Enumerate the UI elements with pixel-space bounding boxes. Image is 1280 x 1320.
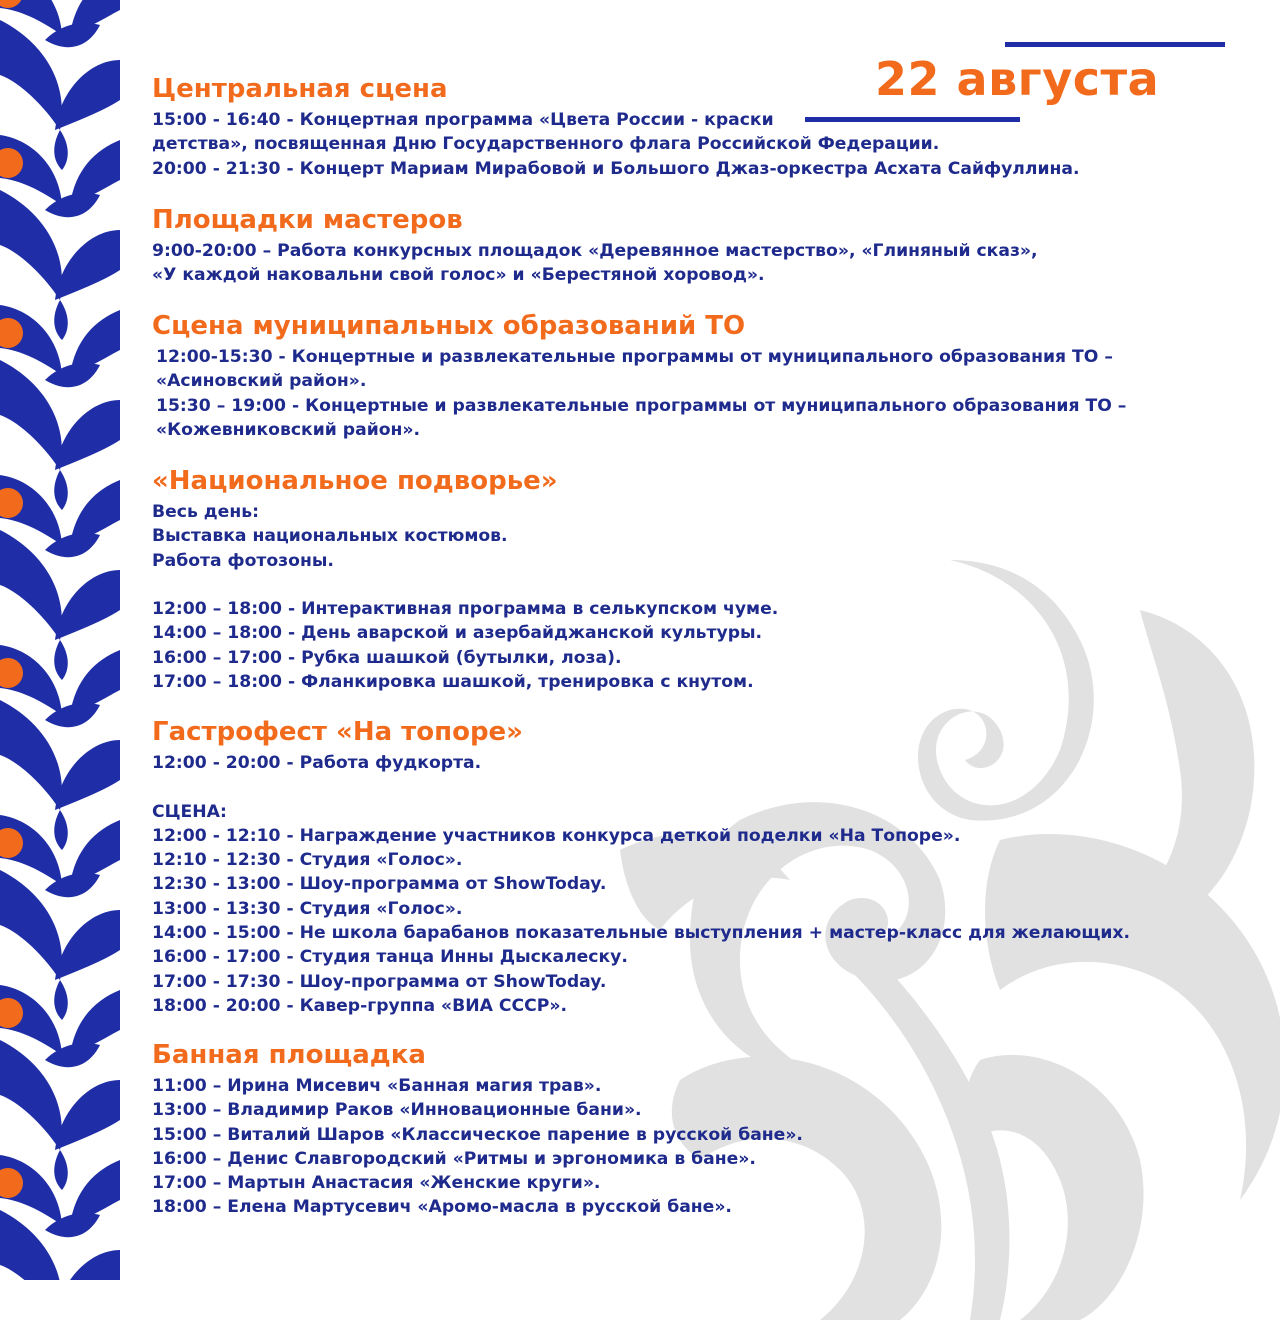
schedule-line: 17:00 – 18:00 - Фланкировка шашкой, тренировка с кнутом. (152, 672, 754, 693)
section-national-yard (152, 466, 778, 694)
schedule-line: Весь день: (152, 502, 259, 522)
schedule-line: 15:00 – Виталий Шаров «Классическое парение в русской бане». (152, 1124, 803, 1145)
schedule-line: 18:00 – Елена Мартусевич «Аромо-масла в русской бане». (152, 1197, 732, 1218)
schedule-line: Выставка национальных костюмов. (152, 526, 508, 547)
section-title: Гастрофест «На топоре» (152, 717, 523, 747)
schedule-line: 12:00 - 12:10 - Награждение участников конкурса деткой поделки «На Топоре». (152, 825, 961, 846)
schedule-line: 14:00 - 15:00 - Не школа барабанов показательные выступления + мастер-класс для желающих. (152, 923, 1130, 944)
schedule-lines (152, 1074, 803, 1220)
schedule-line: 16:00 - 17:00 - Студия танца Инны Дыскалеску. (152, 947, 628, 968)
schedule-line: 16:00 – 17:00 - Рубка шашкой (бутылки, лоза). (152, 647, 622, 668)
schedule-line: 13:00 – Владимир Раков «Инновационные бани». (152, 1100, 642, 1121)
schedule-line: «Асиновский район». (156, 371, 367, 392)
schedule-line: 12:10 - 12:30 - Студия «Голос». (152, 850, 463, 871)
schedule-line: СЦЕНА: (152, 801, 227, 822)
schedule-line: «У каждой наковальни свой голос» и «Берестяной хоровод». (152, 265, 765, 286)
schedule-line: 12:30 - 13:00 - Шоу-программа от ShowToday. (152, 874, 607, 895)
schedule-line (152, 775, 1130, 799)
date-title: 22 августа (875, 52, 1160, 106)
ornament-border (0, 0, 120, 1280)
schedule-lines (152, 500, 778, 694)
section-title: Площадки мастеров (152, 205, 463, 235)
schedule-line: 17:00 – Мартын Анастасия «Женские круги». (152, 1173, 601, 1194)
date-top-rule (1005, 42, 1225, 47)
schedule-line: Работа фотозоны. (152, 550, 334, 571)
schedule-lines (152, 239, 1038, 288)
schedule-line: «Кожевниковский район». (156, 419, 421, 440)
schedule-line: 15:00 - 16:40 - Концертная программа «Цвета России - краски (152, 110, 774, 130)
schedule-line: 20:00 - 21:30 - Концерт Мариам Мирабовой и Большого Джаз-оркестра Асхата Сайфуллина. (152, 158, 1080, 179)
schedule-line: 16:00 – Денис Славгородский «Ритмы и эргономика в бане». (152, 1148, 756, 1169)
section-title: Банная площадка (152, 1040, 426, 1070)
section-title: Центральная сцена (152, 74, 448, 104)
schedule-line: 14:00 – 18:00 - День аварской и азербайджанской культуры. (152, 623, 763, 644)
schedule-line: 11:00 – Ирина Мисевич «Банная магия трав». (152, 1076, 602, 1096)
schedule-line: детства», посвященная Дню Государственного флага Российской Федерации. (152, 134, 940, 155)
section-title: Сцена муниципальных образований ТО (152, 311, 746, 341)
schedule-line: 12:00 - 20:00 - Работа фудкорта. (152, 753, 482, 773)
schedule-line: 12:00-15:30 - Концертные и развлекательные программы от муниципального образования ТО – (156, 347, 1113, 367)
section-banya (152, 1040, 803, 1220)
section-municipal-stage (152, 311, 1126, 442)
section-title: «Национальное подворье» (152, 466, 558, 496)
schedule-line: 12:00 – 18:00 - Интерактивная программа в селькупском чуме. (152, 599, 779, 620)
section-central-stage (152, 74, 1080, 181)
schedule-lines (152, 345, 1126, 442)
schedule-line: 13:00 - 13:30 - Студия «Голос». (152, 898, 463, 919)
schedule-lines (152, 108, 1080, 181)
schedule-line (152, 573, 778, 597)
schedule-line: 18:00 - 20:00 - Кавер-группа «ВИА СССР». (152, 995, 568, 1016)
section-gastrofest (152, 717, 1130, 1018)
section-masters (152, 205, 1038, 288)
schedule-lines (152, 751, 1130, 1018)
schedule-line: 9:00-20:00 – Работа конкурсных площадок «Деревянное мастерство», «Глиняный сказ», (152, 241, 1038, 261)
schedule-line: 17:00 - 17:30 - Шоу-программа от ShowToday. (152, 971, 607, 992)
schedule-line: 15:30 – 19:00 - Концертные и развлекательные программы от муниципального образования ТО – (156, 395, 1127, 416)
